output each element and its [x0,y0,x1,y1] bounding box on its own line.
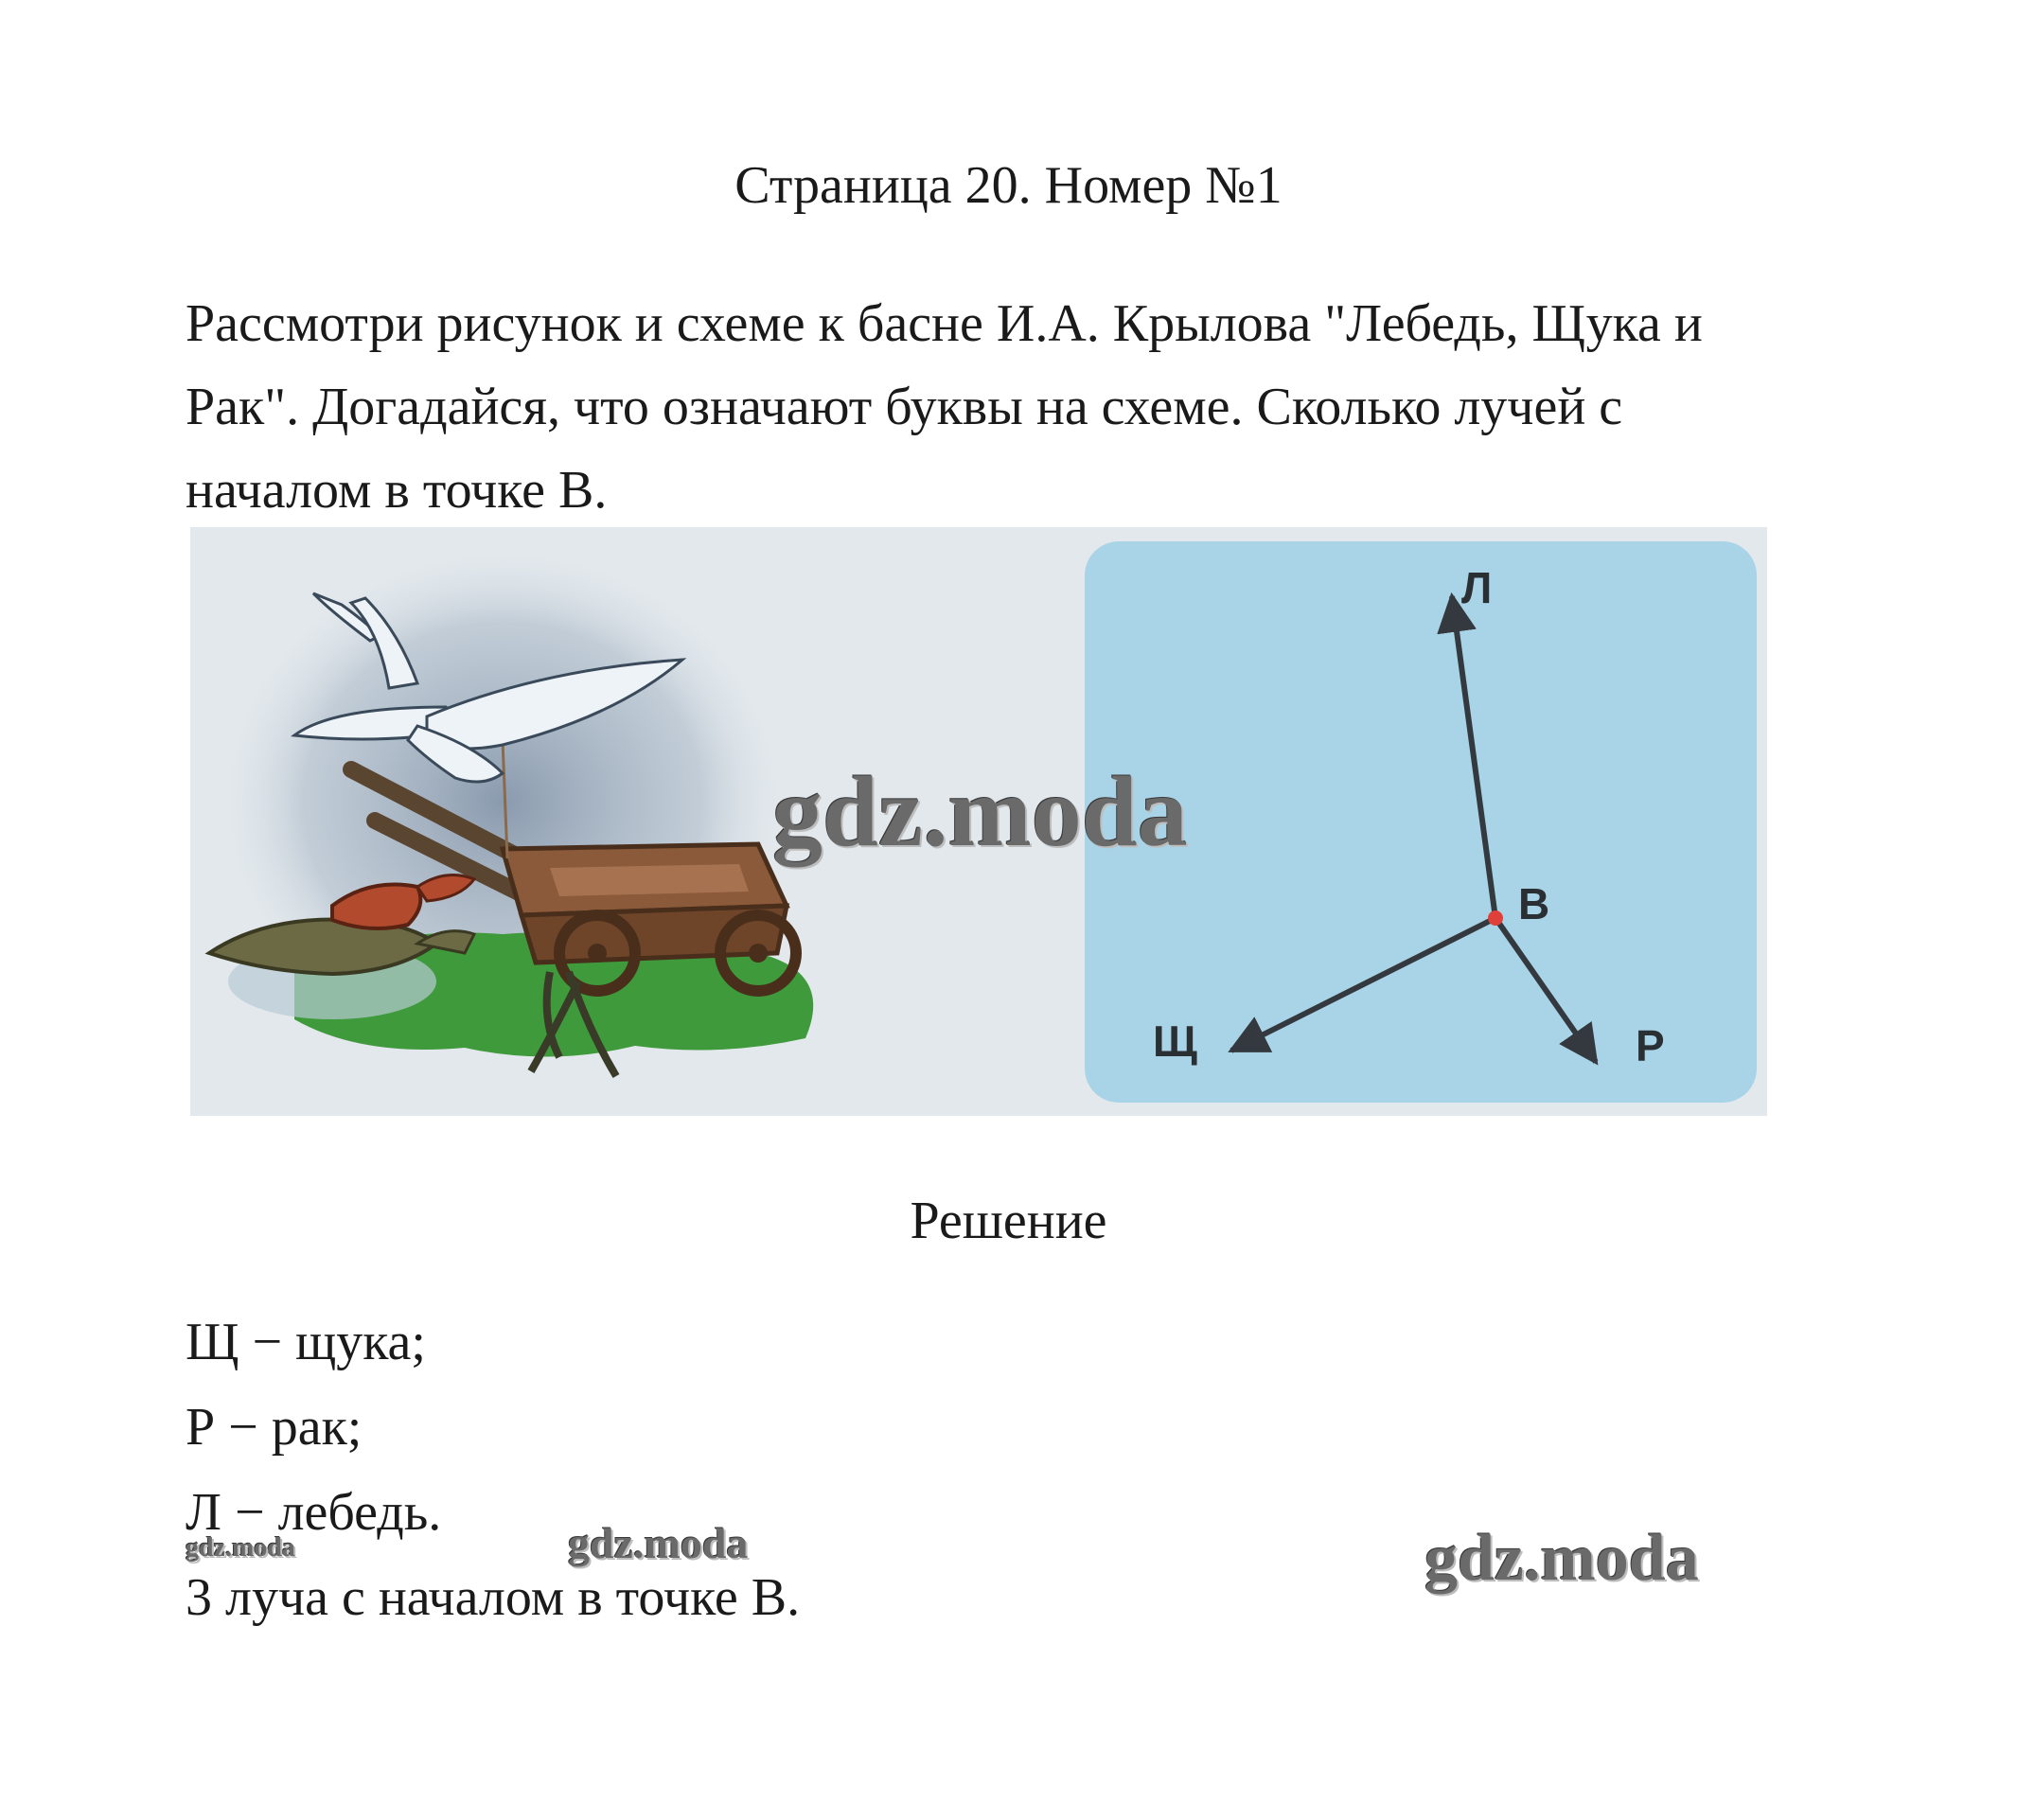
watermark-medium: gdz.moda [568,1519,749,1567]
watermark-main: gdz.moda [772,756,1188,867]
label-point-v: В [1518,879,1550,928]
watermark-right: gdz.moda [1424,1522,1699,1595]
watermark-small: gdz.moda [186,1533,295,1563]
label-crayfish: Р [1636,1021,1665,1070]
origin-point [1488,910,1503,926]
solution-title: Решение [910,1192,1107,1250]
answer-line-1: Щ − щука; [186,1313,426,1371]
label-swan: Л [1461,563,1493,612]
task-line-2: Рак". Догадайся, что означают буквы на схеме. Сколько лучей с [186,378,1623,436]
page-title: Страница 20. Номер №1 [734,156,1283,215]
label-pike: Щ [1153,1016,1197,1066]
task-line-3: началом в точке В. [186,461,608,520]
answer-line-2: Р − рак; [186,1398,363,1457]
task-text [186,282,1851,532]
answer-line-4: 3 луча с началом в точке В. [186,1568,801,1627]
fable-figure [190,527,1767,1116]
task-line-1: Рассмотри рисунок и схеме к басне И.А. Крылова "Лебедь, Щука и [186,294,1703,353]
ray-swan [1452,596,1495,918]
ray-crayfish [1495,918,1596,1062]
ray-pike [1231,918,1495,1051]
answer-line-3: Л − лебедь. [186,1483,442,1542]
